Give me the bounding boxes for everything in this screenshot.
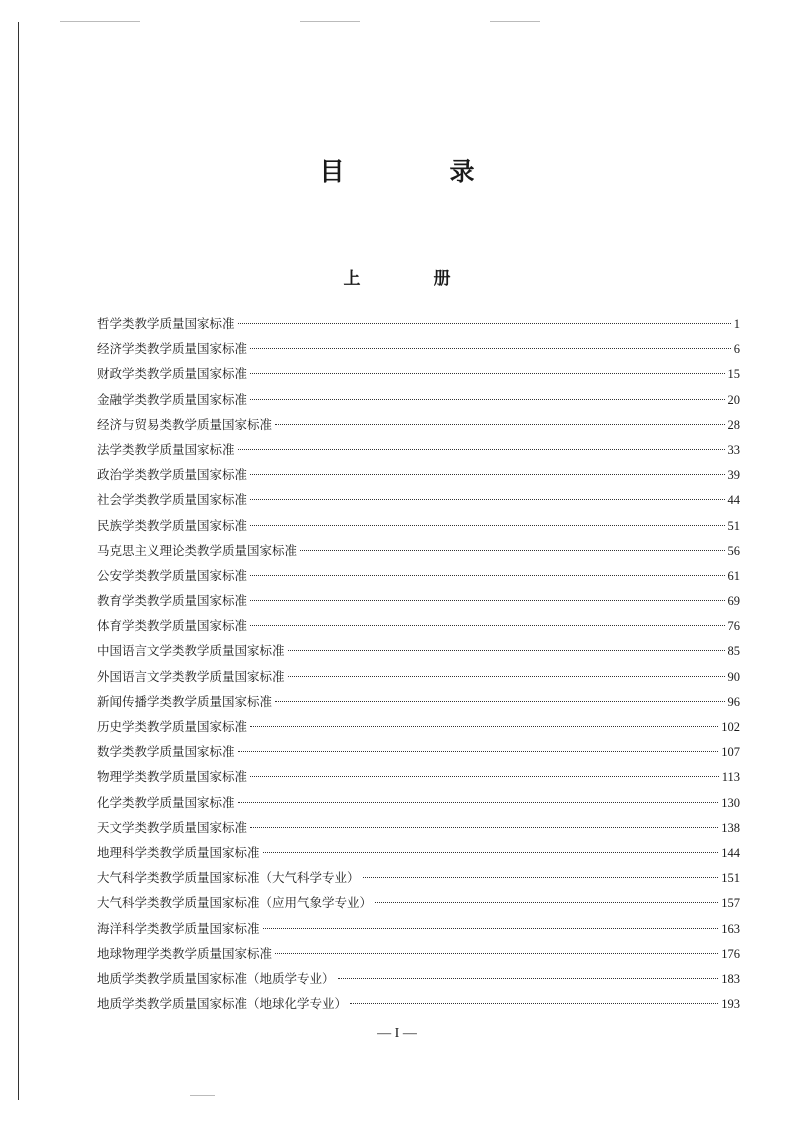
toc-entry-page: 96 [727, 694, 740, 709]
toc-leader-dots [288, 650, 725, 651]
toc-entry-title: 化学类教学质量国家标准 [97, 794, 235, 810]
toc-entry-title: 金融学类教学质量国家标准 [97, 391, 248, 407]
toc-entry[interactable] [97, 767, 740, 792]
toc-entry-page: 51 [727, 518, 740, 533]
toc-entry-page: 1 [733, 317, 740, 331]
toc-entry-title: 地质学类教学质量国家标准（地质学专业） [97, 970, 335, 986]
toc-entry[interactable] [97, 339, 740, 364]
page-title: 目 录 [319, 157, 515, 186]
toc-leader-dots [250, 474, 724, 475]
toc-entry-title: 马克思主义理论类教学质量国家标准 [97, 542, 298, 558]
toc-leader-dots [263, 852, 719, 853]
toc-leader-dots [250, 625, 724, 626]
toc-entry-page: 61 [727, 568, 740, 583]
toc-leader-dots [350, 1003, 718, 1004]
scan-speck [490, 21, 540, 22]
toc-leader-dots [250, 575, 724, 576]
toc-entry-page: 107 [721, 745, 740, 760]
toc-leader-dots [275, 701, 724, 702]
toc-leader-dots [375, 902, 718, 903]
toc-entry[interactable] [97, 591, 740, 616]
toc-entry-title: 经济与贸易类教学质量国家标准 [97, 416, 273, 432]
toc-entry-title: 数学类教学质量国家标准 [97, 744, 235, 760]
toc-entry[interactable] [97, 818, 740, 843]
toc-leader-dots [263, 928, 719, 929]
toc-entry-page: 151 [721, 871, 740, 886]
toc-entry[interactable] [97, 994, 740, 1019]
toc-entry-title: 民族学类教学质量国家标准 [97, 517, 248, 533]
toc-entry-page: 20 [727, 392, 740, 407]
toc-entry-page: 69 [727, 594, 740, 609]
toc-entry[interactable] [97, 541, 740, 566]
toc-entry-page: 193 [721, 997, 740, 1012]
toc-entry-page: 130 [721, 795, 740, 810]
scan-speck [190, 1095, 215, 1096]
toc-entry-title: 物理学类教学质量国家标准 [97, 769, 248, 785]
toc-entry-page: 15 [727, 367, 740, 382]
toc-leader-dots [250, 348, 731, 349]
toc-leader-dots [250, 726, 718, 727]
toc-entry-page: 85 [727, 644, 740, 659]
toc-entry-page: 157 [721, 896, 740, 911]
toc-leader-dots [250, 499, 724, 500]
toc-leader-dots [338, 978, 719, 979]
toc-entry-title: 财政学类教学质量国家标准 [97, 366, 248, 382]
toc-entry-title: 中国语言文学类教学质量国家标准 [97, 643, 285, 659]
toc-leader-dots [288, 676, 725, 677]
toc-entry-page: 102 [721, 720, 740, 734]
toc-entry[interactable] [97, 314, 740, 339]
toc-entry[interactable] [97, 717, 740, 742]
toc-entry-title: 天文学类教学质量国家标准 [97, 819, 248, 835]
toc-entry-page: 6 [733, 342, 740, 357]
toc-leader-dots [250, 776, 719, 777]
toc-entry-title: 法学类教学质量国家标准 [97, 441, 235, 457]
toc-leader-dots [238, 802, 719, 803]
toc-leader-dots [275, 953, 718, 954]
toc-entry[interactable] [97, 465, 740, 490]
toc-entry[interactable] [97, 793, 740, 818]
toc-entry-page: 39 [727, 468, 740, 483]
toc-entry[interactable] [97, 868, 740, 893]
toc-leader-dots [238, 323, 731, 324]
toc-entry-title: 地球物理学类教学质量国家标准 [97, 945, 273, 961]
toc-entry-page: 76 [727, 619, 740, 634]
toc-leader-dots [300, 550, 724, 551]
toc-leader-dots [275, 424, 724, 425]
toc-entry[interactable] [97, 742, 740, 767]
toc-leader-dots [363, 877, 719, 878]
toc-entry-page: 163 [721, 921, 740, 936]
toc-entry-title: 新闻传播学类教学质量国家标准 [97, 693, 273, 709]
toc-entry-title: 经济学类教学质量国家标准 [97, 341, 248, 357]
toc-entry-title: 地质学类教学质量国家标准（地球化学专业） [97, 996, 348, 1012]
toc-entry[interactable] [97, 692, 740, 717]
toc-entry-page: 183 [721, 971, 740, 986]
toc-entry[interactable] [97, 566, 740, 591]
toc-entry[interactable] [97, 516, 740, 541]
toc-entry-page: 56 [727, 543, 740, 558]
toc-entry-page: 113 [721, 770, 740, 785]
toc-entry-page: 90 [727, 669, 740, 684]
toc-entry-title: 外国语言文学类教学质量国家标准 [97, 668, 285, 684]
toc-entry-title: 历史学类教学质量国家标准 [97, 719, 248, 734]
toc-leader-dots [238, 449, 725, 450]
page-number: — I — [377, 1026, 417, 1041]
toc-entry-title: 社会学类教学质量国家标准 [97, 492, 248, 508]
toc-entry[interactable] [97, 390, 740, 415]
toc-entry-title: 地理科学类教学质量国家标准 [97, 844, 260, 860]
toc-entry-title: 政治学类教学质量国家标准 [97, 467, 248, 483]
toc-leader-dots [250, 827, 718, 828]
toc-entry-page: 176 [721, 946, 740, 961]
volume-heading: 上 册 [343, 269, 479, 289]
toc-entry-title: 体育学类教学质量国家标准 [97, 618, 248, 634]
toc-entry-title: 哲学类教学质量国家标准 [97, 316, 235, 331]
toc-leader-dots [250, 399, 724, 400]
scan-speck [300, 21, 360, 22]
toc-entry-page: 138 [721, 820, 740, 835]
toc-entry[interactable] [97, 919, 740, 944]
toc-entry-title: 大气科学类教学质量国家标准（应用气象学专业） [97, 895, 373, 911]
toc-leader-dots [250, 525, 724, 526]
toc-entry[interactable] [97, 893, 740, 918]
toc-entry-page: 33 [727, 442, 740, 457]
toc-entry[interactable] [97, 969, 740, 994]
toc-leader-dots [250, 600, 724, 601]
toc-entry[interactable] [97, 364, 740, 389]
toc-entry[interactable] [97, 641, 740, 666]
scan-speck [60, 21, 140, 22]
toc-entry[interactable] [97, 616, 740, 641]
table-of-contents [97, 314, 740, 1019]
toc-entry[interactable] [97, 944, 740, 969]
toc-entry-title: 教育学类教学质量国家标准 [97, 593, 248, 609]
toc-entry-page: 144 [721, 845, 740, 860]
toc-entry-page: 44 [727, 493, 740, 508]
toc-entry[interactable] [97, 843, 740, 868]
toc-entry[interactable] [97, 667, 740, 692]
toc-leader-dots [250, 373, 724, 374]
toc-entry[interactable] [97, 440, 740, 465]
toc-entry[interactable] [97, 415, 740, 440]
toc-entry-title: 大气科学类教学质量国家标准（大气科学专业） [97, 870, 360, 886]
toc-entry-page: 28 [727, 417, 740, 432]
toc-entry-title: 公安学类教学质量国家标准 [97, 567, 248, 583]
toc-entry[interactable] [97, 490, 740, 515]
toc-leader-dots [238, 751, 719, 752]
toc-entry-title: 海洋科学类教学质量国家标准 [97, 920, 260, 936]
